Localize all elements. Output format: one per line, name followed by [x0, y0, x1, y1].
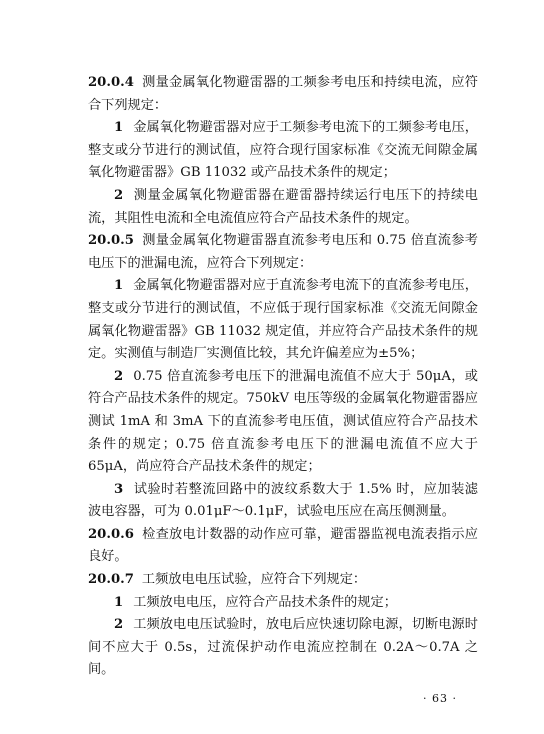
item-text: 工频放电电压试验时，放电后应快速切除电源，切断电源时间不应大于 0.5s，过流保护动作电流应控制在 0.2A～0.7A 之间。: [88, 617, 478, 678]
clause-20-0-7: [88, 569, 478, 592]
clause-number: 20.0.7: [88, 572, 134, 588]
clause-20-0-7-item-2: [88, 614, 478, 682]
document-body: [88, 72, 478, 682]
item-number: 2: [114, 187, 124, 203]
item-number: 1: [114, 278, 124, 294]
clause-20-0-5-item-3: [88, 479, 478, 524]
clause-text: 工频放电电压试验，应符合下列规定：: [141, 572, 367, 588]
clause-number: 20.0.5: [88, 233, 134, 249]
clause-number: 20.0.4: [88, 75, 134, 90]
clause-text: 测量金属氧化物避雷器直流参考电压和 0.75 倍直流参考电压下的泄漏电流，应符合下列规定：: [88, 233, 478, 271]
item-number: 2: [114, 617, 124, 633]
item-text: 测量金属氧化物避雷器在避雷器持续运行电压下的持续电流，其阻性电流和全电流值应符合产品技术条件的规定。: [88, 187, 478, 226]
clause-20-0-4-item-1: [88, 117, 478, 185]
clause-20-0-5-item-2: [88, 366, 478, 479]
item-text: 金属氧化物避雷器对应于工频参考电流下的工频参考电压，整支或分节进行的测试值，应符合现行国家标准《交流无间隙金属氧化物避雷器》GB 11032 或产品技术条件的规定；: [88, 120, 478, 181]
clause-20-0-5: [88, 230, 478, 275]
item-text: 试验时若整流回路中的波纹系数大于 1.5% 时，应加装滤波电容器，可为 0.01μF～0.1μF，试验电压应在高压侧测量。: [88, 481, 478, 520]
clause-20-0-4-item-2: [88, 185, 478, 230]
item-text: 金属氧化物避雷器对应于直流参考电流下的直流参考电压，整支或分节进行的测试值，不应低于现行国家标准《交流无间隙金属氧化物避雷器》GB 11032 规定值，并应符合产品技术条件的规定。实测值与制造厂实测值比较，其允许偏差应为±5%；: [88, 278, 478, 362]
clause-20-0-5-item-1: [88, 275, 478, 365]
item-text: 0.75 倍直流参考电压下的泄漏电流值不应大于 50μA，或符合产品技术条件的规定。750kV 电压等级的金属氧化物避雷器应测试 1mA 和 3mA 下的直流参考电压值，测试值应符合产品技术条件的规定；0.75 倍直流参考电压下的泄漏电流值不应大于 65μA，尚应符合产品技术条件的规定；: [88, 368, 478, 475]
item-number: 1: [114, 594, 124, 610]
item-number: 2: [114, 368, 124, 384]
item-number: 1: [114, 120, 124, 136]
item-text: 工频放电电压，应符合产品技术条件的规定；: [133, 594, 397, 610]
item-number: 3: [114, 481, 124, 497]
page-number: · 63 ·: [423, 692, 457, 705]
clause-20-0-4: [88, 72, 478, 117]
clause-text: 检查放电计数器的动作应可靠，避雷器监视电流表指示应良好。: [88, 526, 478, 565]
clause-number: 20.0.6: [88, 526, 134, 542]
clause-20-0-6: [88, 524, 478, 569]
clause-text: 测量金属氧化物避雷器的工频参考电压和持续电流，应符合下列规定：: [88, 75, 478, 113]
clause-20-0-7-item-1: [88, 592, 478, 615]
